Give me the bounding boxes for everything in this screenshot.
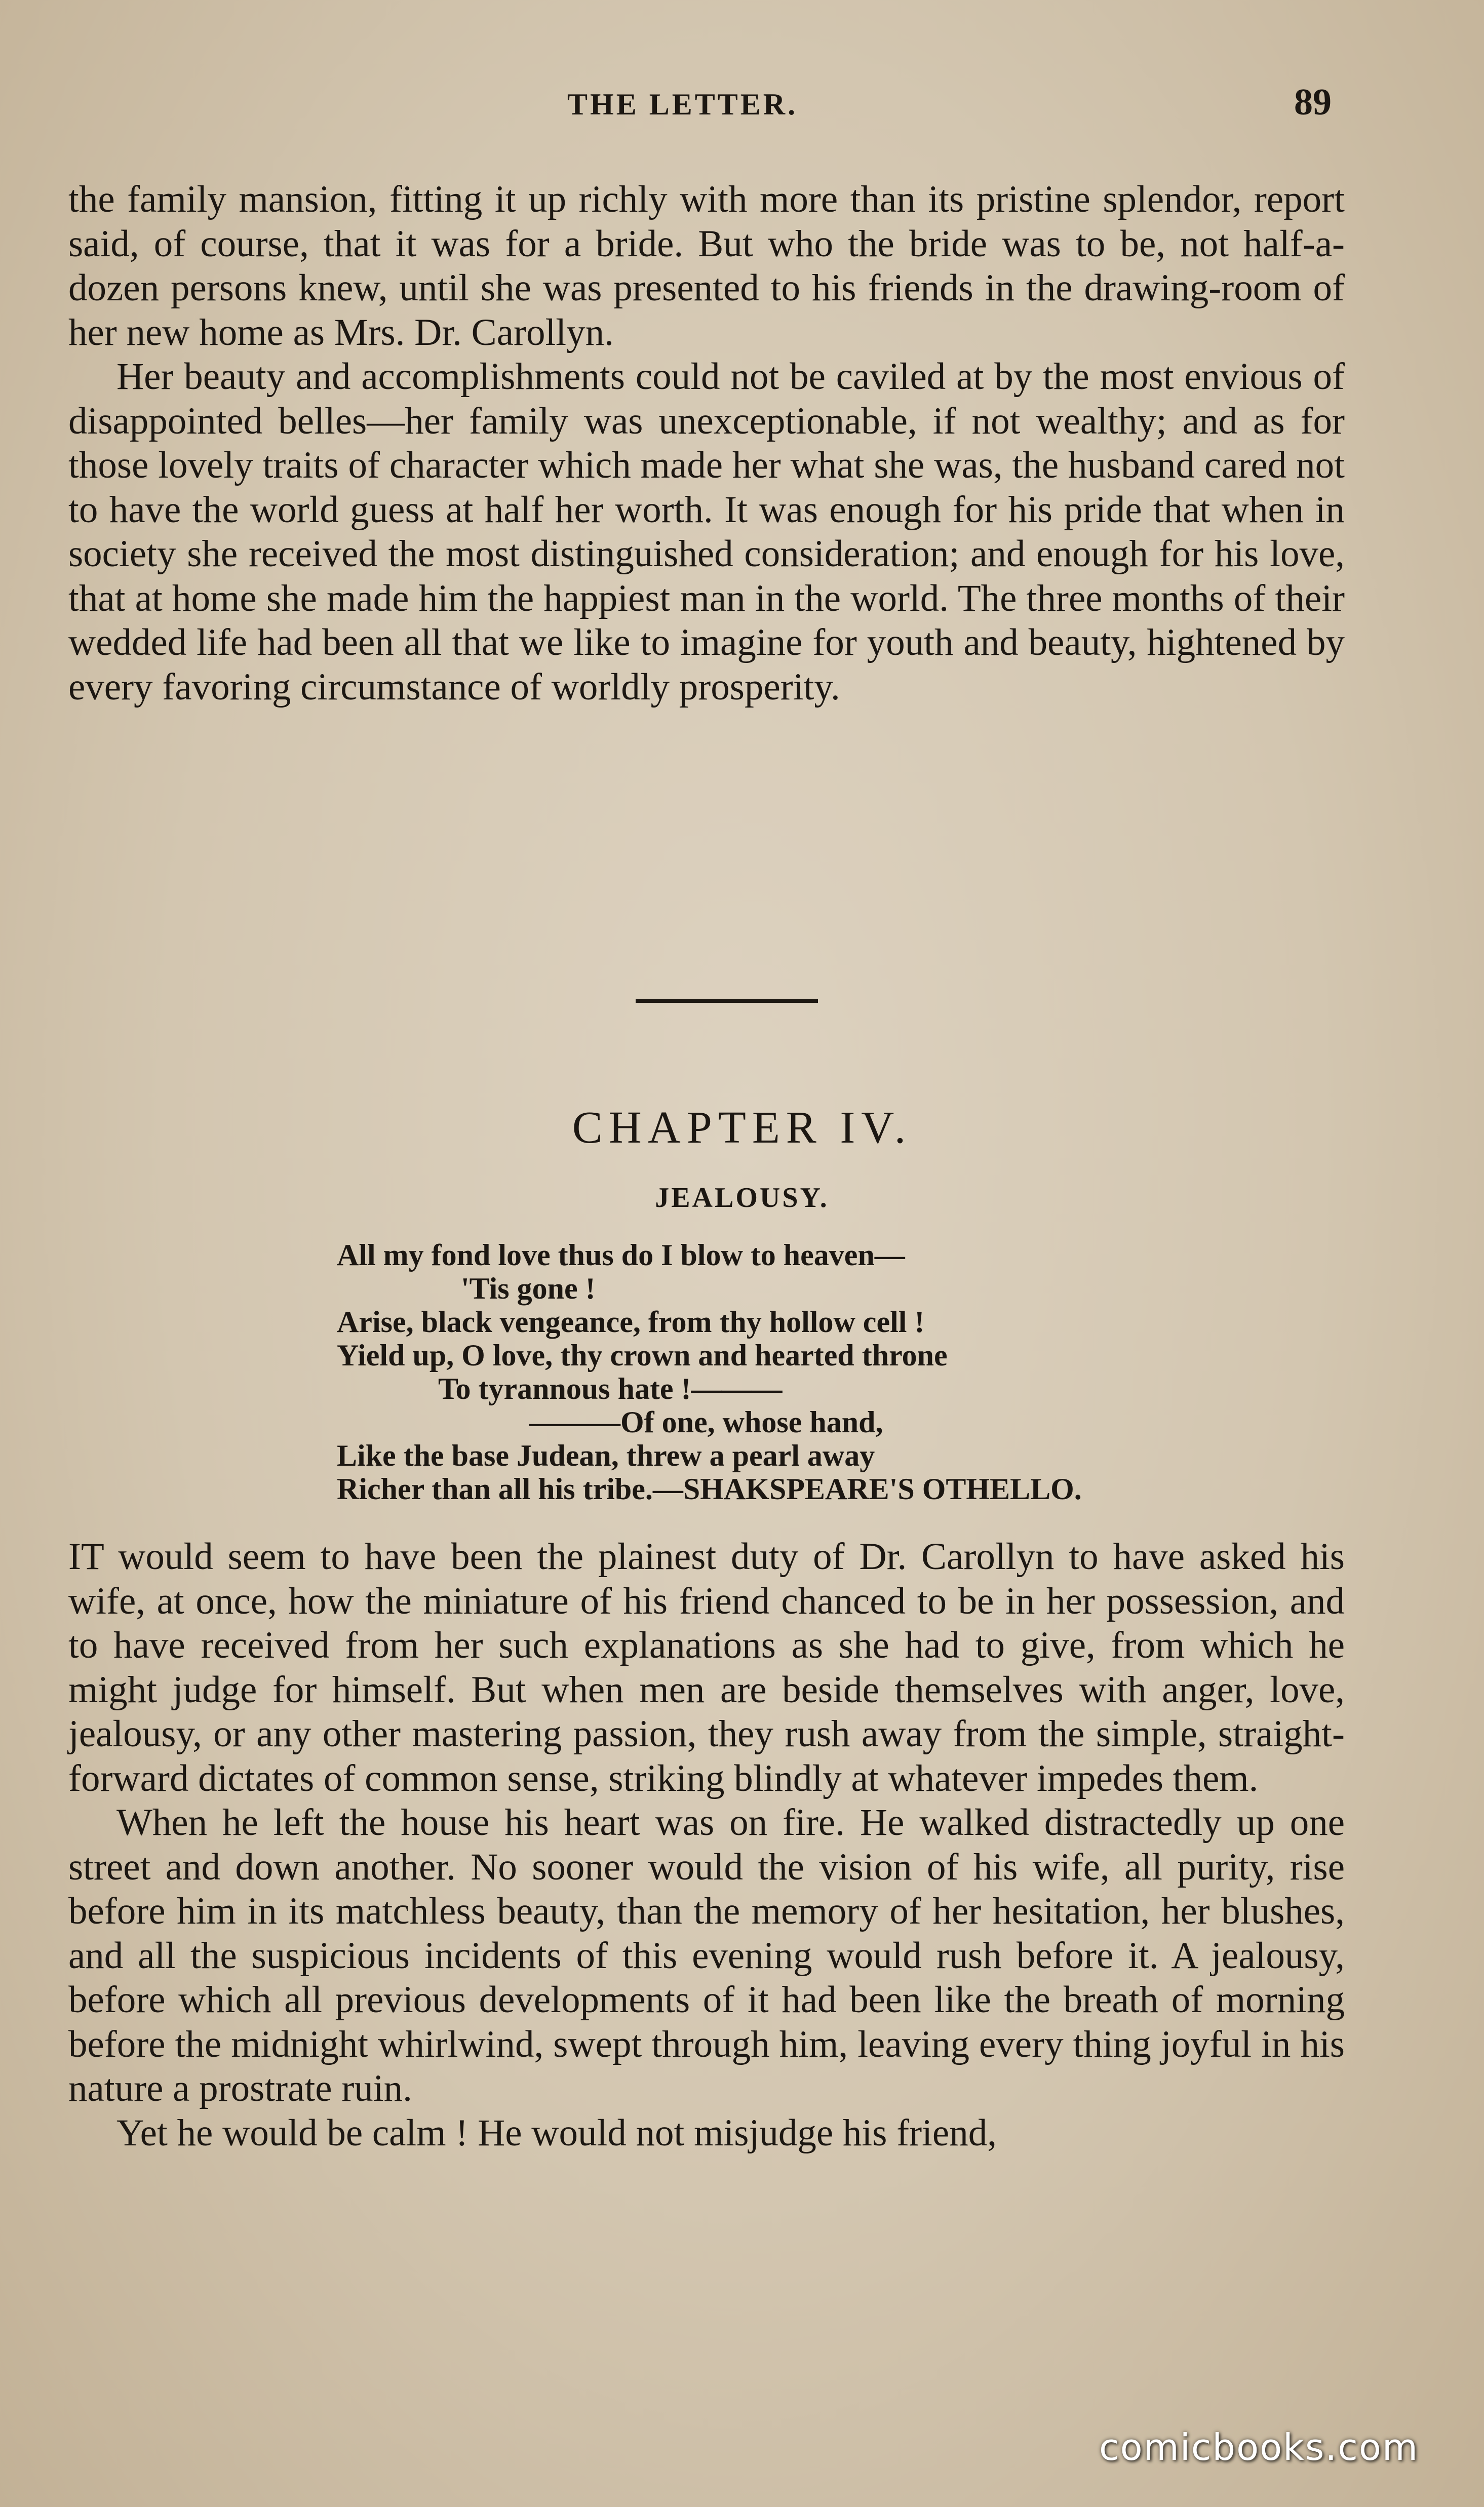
paragraph — [68, 1535, 1345, 1800]
opening-text — [68, 177, 1345, 709]
epigraph-line: To tyrannous hate !——— — [438, 1372, 783, 1405]
paragraph-text: would seem to have been the plainest duty of Dr. Carollyn to have asked his wife, at once, how the miniature of his friend chanced to be in her possession, and to have received from her such explanations as she had to give, from which he might judge for himself. But when men are beside themselves with anger, love, jealousy, or any other mastering passion, they rush away from the simple, straight-forward dictates of common sense, striking blindly at whatever impedes them. — [68, 1536, 1345, 1799]
epigraph-line: Yield up, O love, thy crown and hearted throne — [337, 1339, 948, 1372]
epigraph-attribution: Richer than all his tribe.—SHAKSPEARE'S OTHELLO. — [337, 1472, 1082, 1506]
paragraph: the family mansion, fitting it up richly with more than its pristine splendor, report said, of course, that it was for a bride. But who the bride was to be, not half-a-dozen persons knew, until she was presented to his friends in the drawing-room of her new home as Mrs. Dr. Carollyn. — [68, 178, 1345, 354]
drop-cap: IT — [68, 1536, 104, 1578]
chapter-title: CHAPTER IV. — [572, 1103, 912, 1153]
paragraph: Her beauty and accomplishments could not be caviled at by the most envious of disappointed belles—her family was unexceptionable, if not wealthy; and as for those lovely traits of character which made her what she was, the husband cared not to have the world guess at half her worth. It was enough for his pride that when in society she received the most distinguished consideration; and enough for his love, that at home she made him the happiest man in the world. The three months of their wedded life had been all that we like to imagine for youth and beauty, hightened by every favoring circumstance of worldly prosperity. — [68, 356, 1345, 708]
epigraph — [337, 1238, 1248, 1506]
running-title: THE LETTER. — [567, 88, 798, 121]
paragraph: When he left the house his heart was on fire. He walked distractedly up one street and down another. No sooner would the vision of his wife, all purity, rise before him in its matchless beauty, than the memory of her hesitation, her blushes, and all the suspicious incidents of this evening would rush before it. A jealousy, before which all previous developments of it had been like the breath of morning before the midnight whirlwind, swept through him, leaving every thing joyful in his nature a prostrate ruin. — [68, 1801, 1345, 2109]
epigraph-line: Like the base Judean, threw a pearl away — [337, 1439, 875, 1472]
chapter-subtitle: JEALOUSY. — [655, 1182, 829, 1213]
epigraph-line: 'Tis gone ! — [461, 1272, 596, 1305]
site-watermark: comicbooks.com — [1099, 2426, 1419, 2469]
epigraph-line: Arise, black vengeance, from thy hollow cell ! — [337, 1305, 925, 1339]
chapter-text — [68, 1535, 1345, 2155]
paragraph: Yet he would be calm ! He would not misjudge his friend, — [116, 2111, 997, 2154]
page-number: 89 — [1294, 82, 1332, 123]
epigraph-line: All my fond love thus do I blow to heaven— — [337, 1238, 905, 1272]
section-divider — [636, 999, 818, 1003]
epigraph-line: ———Of one, whose hand, — [529, 1405, 883, 1439]
